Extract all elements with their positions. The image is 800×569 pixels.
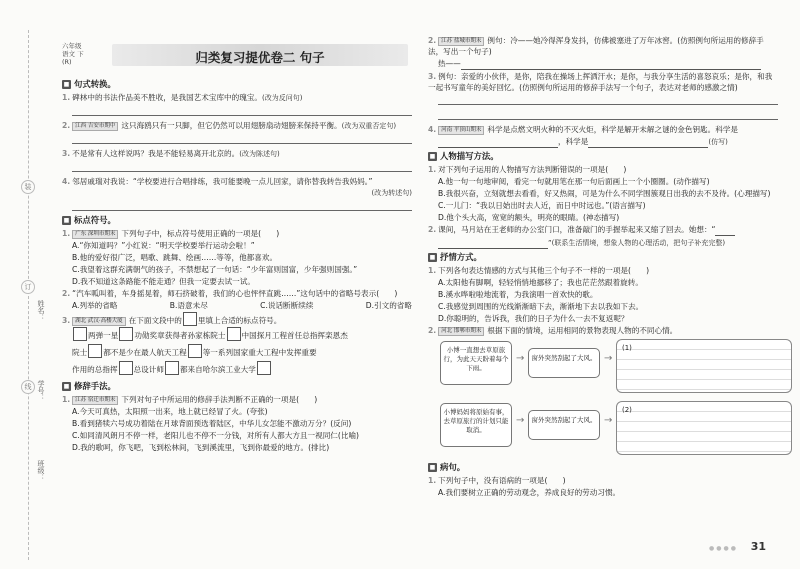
class-label: 班级： bbox=[37, 460, 45, 481]
question: 2. “汽车呱叫着，车身摇晃着，师石挤破着，我们的心也怦怦直跳……”这句话中的省略号表示( ) bbox=[62, 289, 398, 298]
question: 1. 广东 深圳市期末 下列句子中，标点符号使用正确的一项是( ) bbox=[62, 229, 280, 238]
question: 1. 对下列句子运用的人物描写方法判断错误的一项是( ) bbox=[428, 165, 627, 174]
left-column bbox=[62, 76, 412, 454]
answer-line[interactable] bbox=[72, 200, 412, 211]
section-icon: ■ bbox=[429, 464, 436, 471]
option[interactable]: D.我不知道这条路能不能走通？但我一定要去试一试。 bbox=[72, 277, 255, 286]
title-bar bbox=[112, 44, 408, 66]
answer-line[interactable] bbox=[72, 161, 412, 172]
arrow-right-icon: → bbox=[516, 353, 525, 364]
binding-mark: 装 bbox=[21, 180, 35, 194]
option[interactable]: B.他的爱好很广泛，唱歌、跳舞、绘画……等等，他都喜欢。 bbox=[72, 253, 278, 262]
question: 2. 课间，马月站在王老师的办公室门口，准备敲门的手握举起来又缩了回去。她想：“ bbox=[428, 224, 778, 236]
answer-row: ”(联系生活情境，想象人物的心理活动，把句子补充完整) bbox=[438, 237, 778, 249]
option[interactable]: C.我望着这群充满朝气的孩子，不禁想起了一句话：“少年富则国富，少年强则国强。” bbox=[72, 265, 358, 274]
option[interactable]: D.你聪明的，告诉我，我们的日子为什么一去不复返呢？ bbox=[438, 314, 629, 323]
answer-line[interactable] bbox=[72, 133, 412, 144]
punct-box[interactable] bbox=[257, 361, 271, 375]
answer-box[interactable]: (1) bbox=[616, 339, 792, 393]
option[interactable]: C.如同清风朗月不停一样，老阳儿也不停不一分钱，对所有人都大方且一视同仁(比喻) bbox=[72, 431, 360, 440]
punct-box[interactable] bbox=[227, 327, 241, 341]
question: 4. 河南 平顶山期末 科学是点燃文明火种的不灭火炬，科学是解开未解之谜的金色钥匙。科学是 bbox=[428, 125, 739, 134]
option[interactable]: B.看到猪犊六号成功着陆在月球背面预选着陆区，中华儿女怎能不激动万分？(反问) bbox=[72, 419, 352, 428]
answer-blank[interactable] bbox=[461, 58, 761, 70]
grade-label: 六年级 bbox=[62, 42, 82, 50]
situation-box: 小博一直想去草原旅行，为此天天盼着每个下雨。 bbox=[440, 341, 512, 385]
punct-box[interactable] bbox=[73, 327, 87, 341]
option[interactable]: B.溪水哗啦啦地流着，为我演唱一首欢快的歌。 bbox=[438, 290, 598, 299]
grade-info bbox=[62, 42, 102, 66]
answer-blank[interactable] bbox=[438, 136, 558, 148]
arrow-right-icon: → bbox=[604, 353, 613, 364]
punct-box[interactable] bbox=[165, 361, 179, 375]
right-column bbox=[428, 34, 778, 499]
answer-blank[interactable] bbox=[438, 237, 548, 249]
option[interactable]: A.列举的省略 bbox=[72, 301, 118, 310]
option[interactable]: D.我的歌呵，你飞吧，飞到松林间，飞到溪流里，飞到你最爱的地方。(排比) bbox=[72, 443, 330, 452]
situation-diagram bbox=[440, 339, 780, 459]
section-icon: ■ bbox=[429, 153, 436, 160]
answer-blank[interactable] bbox=[588, 136, 708, 148]
section-icon: ■ bbox=[63, 217, 70, 224]
section-icon: ■ bbox=[63, 81, 70, 88]
question: 1. 下列各句表达情感的方式与其他三个句子不一样的一项是( ) bbox=[428, 266, 650, 275]
question: 1. 江苏 宿迁市期末 下列对句子中所运用的修辞手法判断不正确的一项是( ) bbox=[62, 395, 318, 404]
section-heading: ■ 抒情方式。 bbox=[429, 252, 482, 262]
section-heading: ■ 句式转换。 bbox=[63, 79, 116, 89]
section-icon: ■ bbox=[429, 254, 436, 261]
page-title: 归类复习提优卷二 句子 bbox=[195, 50, 325, 65]
option[interactable]: B.我很兴奋，立刻就想去看看，好又热闹，可是为什么不同学围簇观日出我的去不及待。(心理描写) bbox=[438, 189, 771, 198]
option[interactable]: A.我们要树立正确的劳动观念，养成良好的劳动习惯。 bbox=[438, 488, 621, 497]
arrow-right-icon: → bbox=[516, 415, 525, 426]
option[interactable]: D.引文的省略 bbox=[365, 301, 412, 310]
binding-mark: 订 bbox=[21, 280, 35, 294]
version-label: (R) bbox=[62, 58, 72, 66]
subject-label: 语文 下 bbox=[62, 50, 84, 58]
question: 4. 邻居戚瑞对我说：“学校要进行合唱排练，我可能要晚一点儿回家，请你替我转告我妈妈。” bbox=[62, 177, 373, 186]
option[interactable]: A.太阳他有脚啊，轻轻悄悄地挪移了；我也茫茫然跟着旋转。 bbox=[438, 278, 643, 287]
answer-blank[interactable] bbox=[715, 224, 735, 236]
section-heading: ■ 病句。 bbox=[429, 462, 466, 472]
question: 1. 碑林中的书法作品美不胜收，是我国艺术宝库中的瑰宝。(改为反问句) bbox=[62, 93, 303, 102]
binding-mark: 线 bbox=[21, 380, 35, 394]
option[interactable]: A.“你知道吗？”小红说：“明天学校要举行运动会啦！” bbox=[72, 241, 255, 250]
scene-box: 窗外突然刮起了大风。 bbox=[528, 348, 600, 378]
name-label: 姓名： bbox=[37, 300, 45, 321]
page-number: 31 bbox=[750, 540, 766, 553]
punct-box[interactable] bbox=[119, 327, 133, 341]
answer-line[interactable] bbox=[72, 105, 412, 116]
option[interactable]: A.他一句一句地审阅，看完一句就用笔在那一句后面画上一个小圈圈。(动作描写) bbox=[438, 177, 710, 186]
option[interactable]: A.今天可真热，太阳照一出来，地上就已经冒了火。(夸张) bbox=[72, 407, 268, 416]
question: 2. 河北 邯郸市期末 根据下面的情境，运用相同的景物表现人物的不同心情。 bbox=[428, 326, 678, 335]
option[interactable]: C.说话断断续续 bbox=[260, 301, 314, 310]
answer-row: ，科学是 (仿写) bbox=[438, 136, 778, 148]
punct-box[interactable] bbox=[119, 361, 133, 375]
sample-box bbox=[183, 312, 197, 326]
option[interactable]: B.语意未尽 bbox=[169, 301, 208, 310]
question-note: (改为转述句) bbox=[371, 189, 412, 197]
situation-box: 小博妈妈将原始有事，去草原旅行的计划只能取消。 bbox=[440, 403, 512, 447]
punct-box[interactable] bbox=[88, 344, 102, 358]
id-label: 学号： bbox=[37, 380, 45, 401]
question: 2. 江苏 盐城市期末 例句：冷——她冷得浑身发抖，仿佛被塞进了万年冰窖。(仿照例句所运用的修辞手法，写出一个句子) bbox=[428, 36, 764, 56]
scene-box: 窗外突然刮起了大风。 bbox=[528, 410, 600, 440]
fill-paragraph: 两弹一星 功勋奖章获得者孙家栋院士 中国探月工程首任总指挥栾恩杰 院士 都不是少在最人航天工程 等一系列国家重大工程中发挥重要 作用的总指挥 总设计师 都来自哈尔滨工业大学 bbox=[72, 327, 412, 378]
answer-row: 热—— bbox=[438, 58, 778, 70]
cut-line bbox=[28, 30, 29, 560]
options-row bbox=[62, 300, 412, 311]
section-icon: ■ bbox=[63, 383, 70, 390]
question: 2. 江西 吉安市期中 这只海鸥只有一只脚，但它仍然可以用翅膀扇动翅膀来保持平衡。(改为双重否定句) bbox=[62, 121, 397, 130]
question: 1. 下列句子中，没有语病的一项是( ) bbox=[428, 476, 566, 485]
option[interactable]: C.一儿门：“我以日始出时去人近，而日中时远也。”(语言描写) bbox=[438, 201, 646, 210]
answer-line[interactable] bbox=[438, 109, 778, 120]
binding-margin bbox=[8, 30, 48, 560]
section-heading: ■ 修辞手法。 bbox=[63, 381, 116, 391]
option[interactable]: C.我感觉到周围的光线渐渐暗下去，渐渐地下去以我如下去。 bbox=[438, 302, 644, 311]
section-heading: ■ 标点符号。 bbox=[63, 215, 116, 225]
answer-box[interactable]: (2) bbox=[616, 401, 792, 455]
section-heading: ■ 人物描写方法。 bbox=[429, 151, 499, 161]
question: 3. 例句：亲爱的小伙伴，是你，陪我在操场上挥洒汗水；是你，与我分享生活的喜怒哀乐；是你，和我一起书写童年的美好回忆。(仿照例句所运用的修辞手法写一个句子，表达对老师的感激之情) bbox=[428, 72, 773, 92]
arrow-right-icon: → bbox=[604, 415, 613, 426]
page-header bbox=[62, 40, 412, 72]
option[interactable]: D.他个头大高，宽宽的额头，明亮的眼睛。(神态描写) bbox=[438, 213, 620, 222]
page-dots: ●●●● bbox=[709, 545, 738, 552]
answer-line[interactable] bbox=[438, 94, 778, 105]
punct-box[interactable] bbox=[188, 344, 202, 358]
question: 3. 不是常有人这样说吗？我是不能轻易离开北京的。(改为陈述句) bbox=[62, 149, 280, 158]
question: 3. 湖北 武汉·高楼大厦 在下面文段中的 里填上合适的标点符号。 bbox=[62, 312, 412, 326]
